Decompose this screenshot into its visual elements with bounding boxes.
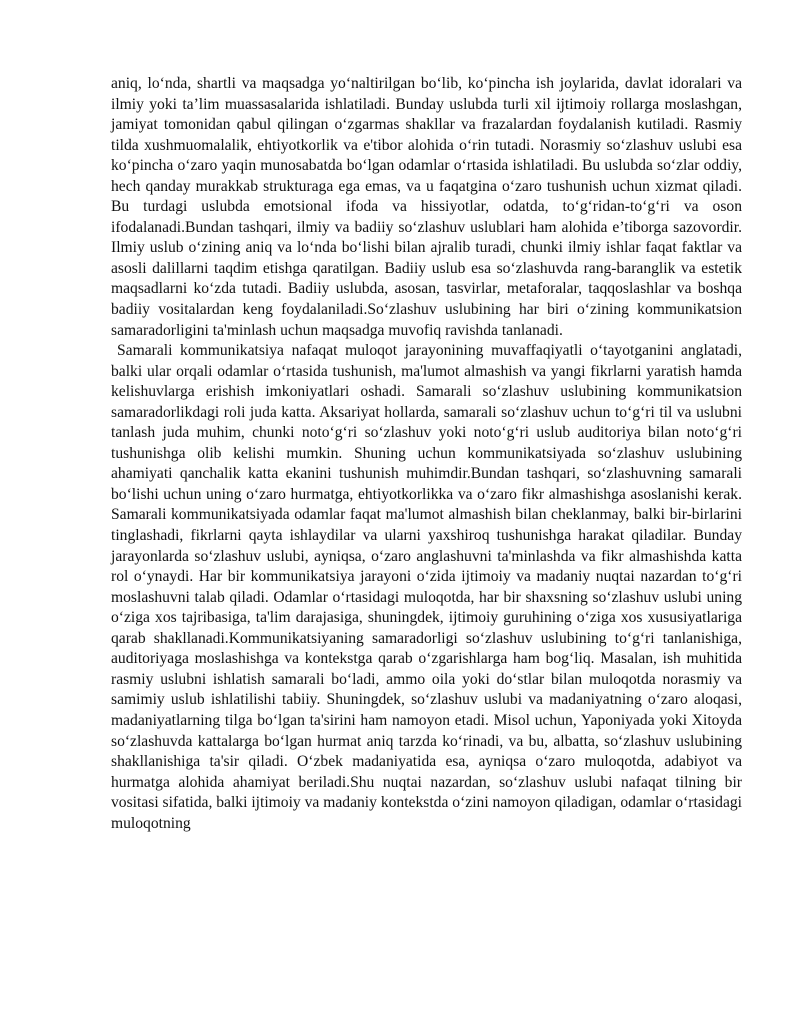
document-page <box>111 74 742 834</box>
body-paragraph: Samarali kommunikatsiya nafaqat muloqot jarayonining muvaffaqiyatli o‘tayotganini anglatadi, balki ular orqali odamlar o‘rtasida tushunish, ma'lumot almashish va yangi fikrlarni yaratish hamda kelishuvlarga erishish imkoniyatlari oshadi. Samarali so‘zlashuv uslubining kommunikatsion samaradorlikdagi roli juda katta. Aksariyat hollarda, samarali so‘zlashuv uchun to‘g‘ri til va uslubni tanlash juda muhim, chunki noto‘g‘ri so‘zlashuv yoki noto‘g‘ri uslub auditoriya bilan noto‘g‘ri tushunishga olib kelishi mumkin. Shuning uchun kommunikatsiyada so‘zlashuv uslubining ahamiyati qanchalik katta ekanini tushunish muhimdir.Bundan tashqari, so‘zlashuvning samarali bo‘lishi uchun uning o‘zaro hurmatga, ehtiyotkorlikka va o‘zaro fikr almashishga asoslanishi kerak. Samarali kommunikatsiyada odamlar faqat ma'lumot almashish bilan cheklanmay, balki bir-birlarini tinglashadi, fikrlarni qayta ishlaydilar va ularni yaxshiroq tushunishga harakat qiladilar. Bunday jarayonlarda so‘zlashuv uslubi, ayniqsa, o‘zaro anglashuvni ta'minlashda va fikr almashishda katta rol o‘ynaydi. Har bir kommunikatsiya jarayoni o‘zida ijtimoiy va madaniy nuqtai nazardan to‘g‘ri moslashuvni talab qiladi. Odamlar o‘rtasidagi muloqotda, har bir shaxsning so‘zlashuv uslubi uning o‘ziga xos tajribasiga, ta'lim darajasiga, shuningdek, ijtimoiy guruhining o‘ziga xos xususiyatlariga qarab shakllanadi.Kommunikatsiyaning samaradorligi so‘zlashuv uslubining to‘g‘ri tanlanishiga, auditoriyaga moslashishga va kontekstga qarab o‘zgarishlarga ham bog‘liq. Masalan, ish muhitida rasmiy uslubni ishlatish samarali bo‘ladi, ammo oila yoki do‘stlar bilan muloqotda norasmiy va samimiy uslub ishlatilishi tabiiy. Shuningdek, so‘zlashuv uslubi va madaniyatning o‘zaro aloqasi, madaniyatlarning tilga bo‘lgan ta'sirini ham namoyon etadi. Misol uchun, Yaponiyada yoki Xitoyda so‘zlashuvda kattalarga bo‘lgan hurmat aniq tarzda ko‘rinadi, va bu, albatta, so‘zlashuv uslubining shakllanishiga ta'sir qiladi. O‘zbek madaniyatida esa, ayniqsa o‘zaro muloqotda, adabiyot va hurmatga alohida ahamiyat beriladi.Shu nuqtai nazardan, so‘zlashuv uslubi nafaqat tilning bir vositasi sifatida, balki ijtimoiy va madaniy kontekstda o‘zini namoyon qiladigan, odamlar o‘rtasidagi muloqotning <box>111 342 742 832</box>
body-paragraph: aniq, lo‘nda, shartli va maqsadga yo‘naltirilgan bo‘lib, ko‘pincha ish joylarida, davlat idoralari va ilmiy yoki ta’lim muassasalarida ishlatiladi. Bunday uslubda turli xil ijtimoiy rollarga moslashgan, jamiyat tomonidan qabul qilingan o‘zgarmas shakllar va frazalardan foydalanish kutiladi. Rasmiy tilda xushmuomalalik, ehtiyotkorlik va e'tibor alohida o‘rin tutadi. Norasmiy so‘zlashuv uslubi esa ko‘pincha o‘zaro yaqin munosabatda bo‘lgan odamlar o‘rtasida ishlatiladi. Bu uslubda so‘zlar oddiy, hech qanday murakkab strukturaga ega emas, va u faqatgina o‘zaro tushunish uchun xizmat qiladi. Bu turdagi uslubda emotsional ifoda va hissiyotlar, odatda, to‘g‘ridan-to‘g‘ri va oson ifodalanadi.Bundan tashqari, ilmiy va badiiy so‘zlashuv uslublari ham alohida e’tiborga sazovordir. Ilmiy uslub o‘zining aniq va lo‘nda bo‘lishi bilan ajralib turadi, chunki ilmiy ishlar faqat faktlar va asosli dalillarni taqdim etishga qaratilgan. Badiiy uslub esa so‘zlashuvda rang-baranglik va estetik maqsadlarni ko‘zda tutadi. Badiiy uslubda, asosan, tasvirlar, metaforalar, taqqoslashlar va boshqa badiiy vositalardan keng foydalaniladi.So‘zlashuv uslubining har biri o‘zining kommunikatsion samaradorligini ta'minlash uchun maqsadga muvofiq ravishda tanlanadi. <box>111 75 742 339</box>
